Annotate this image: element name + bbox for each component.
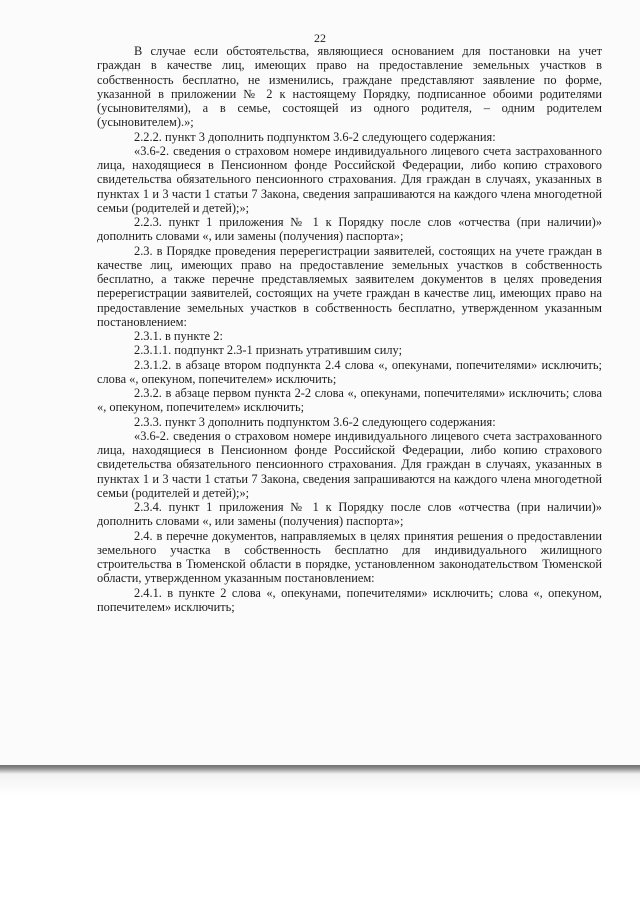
page-number: 22 xyxy=(314,31,326,45)
paragraph: 2.3.3. пункт 3 дополнить подпунктом 3.6-2 следующего содержания: xyxy=(134,414,496,429)
paragraph: 2.2.3. пункт 1 приложения № 1 к Порядку после слов «отчества (при наличии)» дополнить словами «, или замены (получения) паспорта»; xyxy=(97,215,602,244)
paragraph: «3.6-2. сведения о страховом номере индивидуального лицевого счета застрахованного лица, находящиеся в Пенсионном фонде Российской Федерации, либо копию страхового свидетельства обязательного пенсионного страхования. Для граждан в случаях, указанных в пунктах 1 и 3 части 1 статьи 7 Закона, сведения запрашиваются на каждого члена многодетной семьи (родителей и детей);»; xyxy=(97,428,602,500)
paragraph: 2.3.1.2. в абзаце втором подпункта 2.4 слова «, опекунами, попечителями» исключить; слова «, опекуном, попечителем» исключить; xyxy=(97,357,602,386)
scan-bottom-edge xyxy=(0,765,640,905)
paragraph: 2.4. в перечне документов, направляемых в целях принятия решения о предоставлении земельного участка в собственность бесплатно для индивидуального жилищного строительства в Тюменской области в порядке, установленном законодательством Тюменской области, утвержденном указанным постановлением: xyxy=(97,528,602,586)
paragraph: 2.4.1. в пункте 2 слова «, опекунами, попечителями» исключить; слова «, опекуном, попечителем» исключить; xyxy=(97,585,602,614)
paragraph: 2.3.4. пункт 1 приложения № 1 к Порядку после слов «отчества (при наличии)» дополнить словами «, или замены (получения) паспорта»; xyxy=(97,500,602,529)
paragraph: 2.3.1.1. подпункт 2.3-1 признать утратившим силу; xyxy=(134,343,403,358)
paragraph: 2.3.1. в пункте 2: xyxy=(134,329,223,343)
paragraph: «3.6-2. сведения о страховом номере индивидуального лицевого счета застрахованного лица, находящиеся в Пенсионном фонде Российской Федерации, либо копию страхового свидетельства обязательного пенсионного страхования. Для граждан в случаях, указанных в пунктах 1 и 3 части 1 статьи 7 Закона, сведения запрашиваются на каждого члена многодетной семьи (родителей и детей);»; xyxy=(97,143,602,215)
paragraph: В случае если обстоятельства, являющиеся основанием для постановки на учет граждан в качестве лиц, имеющих право на предоставление земельных участков в собственность бесплатно, не изменились, граждане представляют заявление по форме, указанной в приложении № 2 к настоящему Порядку, подписанное обоими родителями (усыновителями), а в семье, состоящей из одного родителя, – одним родителем (усыновителем).»; xyxy=(97,44,602,130)
paragraph: 2.3.2. в абзаце первом пункта 2-2 слова «, опекунами, попечителями» исключить; слова «, опекуном, попечителем» исключить; xyxy=(97,386,602,415)
document-body xyxy=(97,44,602,614)
paragraph: 2.3. в Порядке проведения перерегистрации заявителей, состоящих на учете граждан в качестве лиц, имеющих право на предоставление земельных участков в собственность бесплатно, а также перечне представляемых заявителем документов в целях проведения перерегистрации заявителей, состоящих на учете граждан в качестве лиц, имеющих право на предоставление земельных участков в собственность бесплатно, утвержденном указанным постановлением: xyxy=(97,243,602,329)
paragraph: 2.2.2. пункт 3 дополнить подпунктом 3.6-2 следующего содержания: xyxy=(134,129,496,144)
